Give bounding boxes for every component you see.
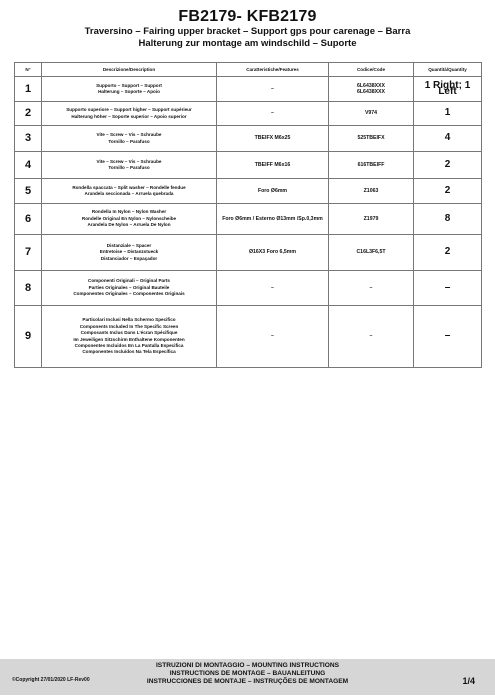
row-code xyxy=(329,77,414,102)
parts-table xyxy=(14,62,482,368)
code-line: Z1979 xyxy=(363,215,379,222)
description-line: Componentes Incluidos En La Pantalla Especifica xyxy=(74,342,184,348)
row-features: Ø16X3 Foro 6,5mm xyxy=(217,235,329,271)
row-features: – xyxy=(217,271,329,306)
row-quantity: 2 xyxy=(414,179,482,204)
row-code xyxy=(329,204,414,235)
table-row xyxy=(15,152,482,179)
description-line: Im Jeweiligen Sitzschirm Enthaltene Komponenten xyxy=(73,336,185,342)
row-description xyxy=(42,271,217,306)
table-row xyxy=(15,271,482,306)
row-number: 4 xyxy=(15,152,42,179)
row-code xyxy=(329,235,414,271)
row-description xyxy=(42,77,217,102)
description-line: Halterung höher – Soporte superior – Apoio superior xyxy=(71,113,187,119)
description-line: Arandela seccionada – Arruela quebrada xyxy=(84,191,174,196)
row-number: 7 xyxy=(15,235,42,271)
instructions-line: INSTRUCCIONES DE MONTAJE – INSTRUÇÕES DE MONTAGEM xyxy=(146,678,349,686)
instructions-line: INSTRUCTIONS DE MONTAGE – BAUANLEITUNG xyxy=(169,670,326,678)
row-number: 8 xyxy=(15,271,42,306)
description-line: Distanziale – Spacer xyxy=(106,242,152,248)
row-description xyxy=(42,102,217,126)
copyright-text: ©Copyright 27/01/2020 LF-Rev00 xyxy=(12,677,90,683)
row-code xyxy=(329,271,414,306)
table-row xyxy=(15,102,482,126)
row-description xyxy=(42,204,217,235)
description-line: Tornillo – Parafuso xyxy=(108,165,150,170)
row-number: 9 xyxy=(15,306,42,368)
column-header-code: Codice/Code xyxy=(329,63,414,77)
row-features: – xyxy=(217,102,329,126)
description-line: Vite – Screw – Vis – Schraube xyxy=(96,158,162,164)
row-features: – xyxy=(217,306,329,368)
row-code xyxy=(329,306,414,368)
subtitle-line: Traversino – Fairing upper bracket – Support gps pour carenage – Barra xyxy=(84,26,411,37)
row-features: – xyxy=(217,77,329,102)
description-line: Supporto superiore – Support higher – Support supérieur xyxy=(66,107,192,113)
table-row xyxy=(15,77,482,102)
row-features: TBEIFX M6x25 xyxy=(217,126,329,152)
row-number: 2 xyxy=(15,102,42,126)
code-line: – xyxy=(369,284,373,291)
description-line: Parties Originales – Original Bauteile xyxy=(88,284,170,290)
description-line: Rondella In Nylon – Nylon Washer xyxy=(91,209,167,215)
row-description xyxy=(42,126,217,152)
code-line: V974 xyxy=(364,110,378,117)
table-row xyxy=(15,204,482,235)
description-line: Distanciador – Espaçador xyxy=(100,255,158,261)
table-header-row xyxy=(15,63,482,77)
column-header-number: N° xyxy=(15,63,42,77)
footer-bar xyxy=(0,659,495,695)
row-code xyxy=(329,179,414,204)
table-row xyxy=(15,235,482,271)
description-line: Rondella spaccata – Split washer – Rondelle fendue xyxy=(72,184,186,190)
row-quantity: – xyxy=(414,271,482,306)
code-line: 616TBEIFF xyxy=(357,161,385,168)
row-features: Foro Ø6mm xyxy=(217,179,329,204)
row-features: TBEIFF M6x16 xyxy=(217,152,329,179)
code-line: 525TBEIFX xyxy=(357,135,385,142)
row-description xyxy=(42,152,217,179)
row-quantity: – xyxy=(414,306,482,368)
row-features: Foro Ø6mm / Esterno Ø13mm /Sp.0,3mm xyxy=(217,204,329,235)
code-line: Z1063 xyxy=(363,187,379,194)
row-quantity: 1 Right; 1 Left xyxy=(414,77,482,102)
description-line: Vite – Screw – Vis – Schraube xyxy=(96,132,162,138)
instructions-heading xyxy=(0,662,495,687)
description-line: Componenti Originali – Original Parts xyxy=(88,278,170,284)
column-header-description: Descrizione/Description xyxy=(42,63,217,77)
code-line: 6L6438XXX xyxy=(357,89,385,95)
row-description xyxy=(42,235,217,271)
row-quantity: 1 xyxy=(414,102,482,126)
row-description xyxy=(42,306,217,368)
row-code xyxy=(329,102,414,126)
description-line: Components Included In The Specific Screen xyxy=(79,323,179,329)
description-line: Composants Inclus Dans L'écran Spécifique xyxy=(80,330,178,336)
row-code xyxy=(329,126,414,152)
table-row xyxy=(15,126,482,152)
description-line: Particolari Inclusi Nella Schermo Specifico xyxy=(82,317,176,323)
code-line: C16L3F6,5T xyxy=(356,249,386,256)
instructions-line: ISTRUZIONI DI MONTAGGIO – MOUNTING INSTRUCTIONS xyxy=(155,662,340,669)
document-header xyxy=(0,8,495,50)
row-quantity: 2 xyxy=(414,152,482,179)
row-quantity: 4 xyxy=(414,126,482,152)
description-line: Componentes Incluídos Na Tela Específica xyxy=(82,349,176,355)
description-line: Componentes Originales – Componentes Originais xyxy=(73,291,185,297)
row-quantity: 8 xyxy=(414,204,482,235)
document-title: FB2179- KFB2179 xyxy=(178,8,317,25)
row-number: 3 xyxy=(15,126,42,152)
table-row xyxy=(15,306,482,368)
column-header-quantity: Quantità/Quantity xyxy=(414,63,482,77)
row-number: 6 xyxy=(15,204,42,235)
description-line: Halterung – Soporte – Apoio xyxy=(98,89,160,94)
page-number: 1/4 xyxy=(462,676,475,686)
column-header-features: Caratteristiche/Features xyxy=(217,63,329,77)
row-description xyxy=(42,179,217,204)
description-line: Entretoise – Distanzstueck xyxy=(99,249,159,255)
description-line: Tornillo – Parafuso xyxy=(108,138,150,144)
code-line: – xyxy=(369,333,373,340)
description-line: Arandela De Nylon – Arruela De Nylon xyxy=(87,222,171,228)
description-line: Rondelle Original En Nylon – Nylonscheibe xyxy=(81,215,177,221)
code-line: 6L6438XXX xyxy=(357,82,385,89)
row-quantity: 2 xyxy=(414,235,482,271)
subtitle-line: Halterung zur montage am windschild – Suporte xyxy=(138,38,357,49)
row-number: 5 xyxy=(15,179,42,204)
row-code xyxy=(329,152,414,179)
description-line: Supporto – Support – Support xyxy=(96,82,162,88)
row-number: 1 xyxy=(15,77,42,102)
table-row xyxy=(15,179,482,204)
